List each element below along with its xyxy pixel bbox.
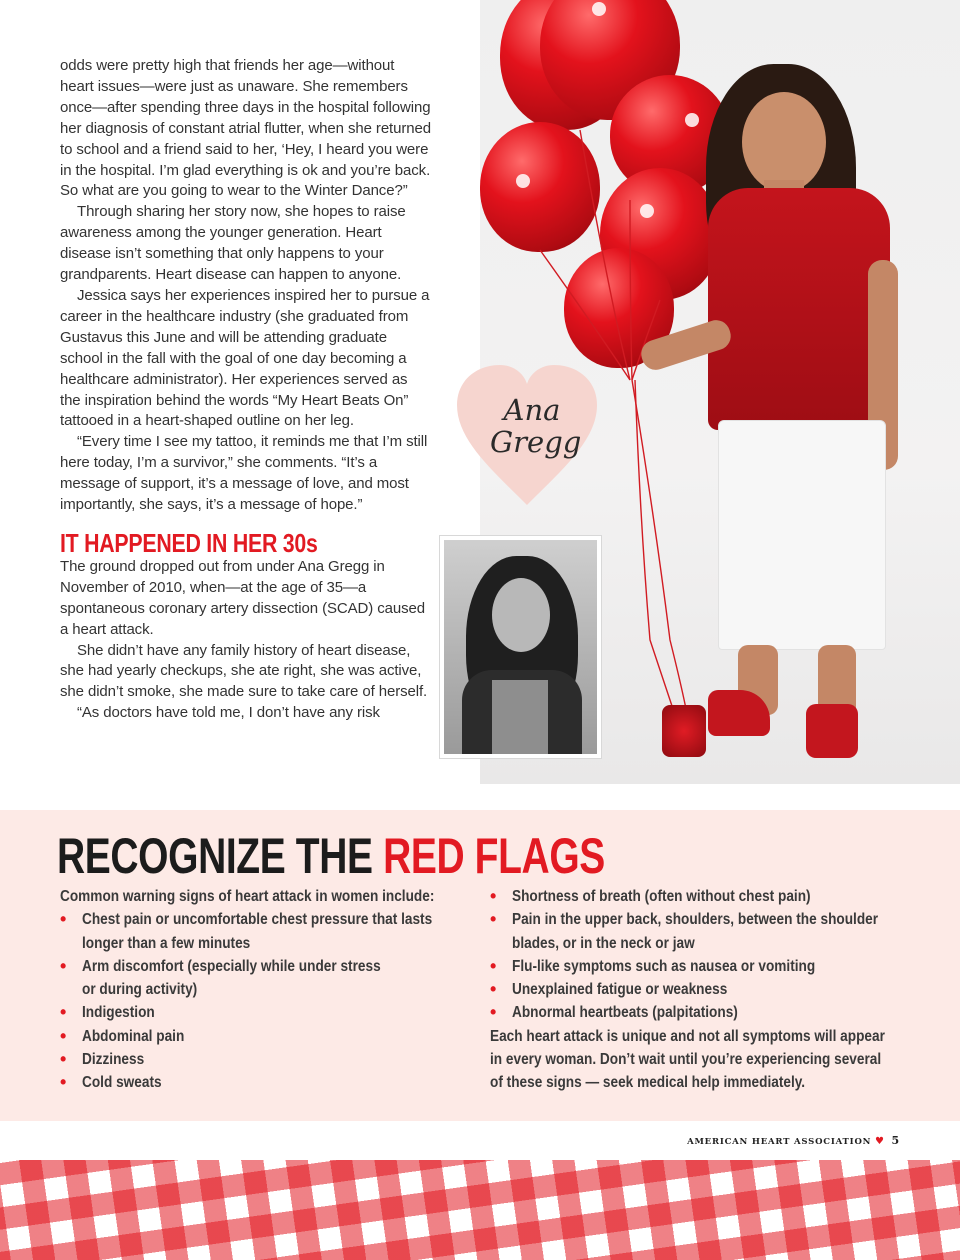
right-shoe bbox=[806, 704, 858, 758]
article-paragraph: “As doctors have told me, I don’t have any risk bbox=[77, 704, 380, 722]
list-item: • Arm discomfort (especially while under stress or during activity) bbox=[60, 955, 460, 1002]
title-black: RECOGNIZE THE bbox=[57, 828, 384, 884]
list-item: • Dizziness bbox=[60, 1048, 460, 1071]
flags-left-column bbox=[60, 885, 460, 1095]
list-item: • Abdominal pain bbox=[60, 1025, 460, 1048]
flags-closing: Each heart attack is unique and not all symptoms will appear in every woman. Don’t wait until you’re experiencing several of these signs — seek medical help immediately. bbox=[490, 1027, 885, 1092]
publisher-name: AMERICAN HEART ASSOCIATION bbox=[687, 1137, 872, 1147]
list-item: • Abnormal heartbeats (palpitations) bbox=[490, 1001, 910, 1024]
article-column bbox=[60, 56, 432, 724]
page-footer bbox=[687, 1134, 900, 1147]
flags-list-right bbox=[490, 885, 910, 1025]
flags-intro: Common warning signs of heart attack in women include: bbox=[60, 888, 435, 905]
portrait-face bbox=[492, 578, 550, 652]
list-item: • Chest pain or uncomfortable chest pressure that lasts longer than a few minutes bbox=[60, 908, 460, 955]
section-heading: IT HAPPENED IN HER 30s bbox=[60, 527, 318, 558]
red-flags-title bbox=[57, 828, 605, 884]
red-blouse bbox=[708, 188, 890, 430]
article-paragraph: She didn’t have any family history of heart disease, she had yearly checkups, she ate right, she was active, she didn’t smoke, she made sure to take care of herself. bbox=[60, 641, 428, 701]
list-item: • Shortness of breath (often without chest pain) bbox=[490, 885, 910, 908]
gingham-border bbox=[0, 1160, 960, 1260]
flags-right-column bbox=[490, 885, 910, 1095]
list-item: • Unexplained fatigue or weakness bbox=[490, 978, 910, 1001]
list-item: • Flu-like symptoms such as nausea or vomiting bbox=[490, 955, 910, 978]
article-paragraph: The ground dropped out from under Ana Gregg in November of 2010, when—at the age of 35—a spontaneous coronary artery dissection (SCAD) caused a heart attack. bbox=[60, 557, 425, 638]
article-paragraph: Through sharing her story now, she hopes to raise awareness among the younger generation. Heart disease isn’t something that only happens to your grandparents. Heart disease can happen to anyone. bbox=[60, 203, 406, 284]
portrait-shirt bbox=[492, 680, 548, 754]
heart-icon: ♥ bbox=[875, 1136, 885, 1147]
flags-list-left bbox=[60, 908, 460, 1094]
article-paragraph: Jessica says her experiences inspired her to pursue a career in the healthcare industry (she graduated from Gustavus this June and will be attending graduate school in the fall with the goal of one day becoming a healthcare administrator). Her experiences served as the inspiration behind the words “My Heart Beats On” tattooed in a heart-shaped outline on her leg. bbox=[60, 286, 430, 430]
article-paragraph: odds were pretty high that friends her age—without heart issues—were just as unaware. She remembers once—after spending three days in the hospital following her diagnosis of constant atrial flutter, when she returned to school and a friend said to her, ‘Hey, I heard you were in the hospital. I’m glad everything is ok and you’re back. So what are you going to wear to the Winter Dance?” bbox=[60, 57, 431, 200]
name-tag: Ana Gregg bbox=[490, 393, 582, 459]
balloon-weight bbox=[662, 705, 706, 757]
page-number: 5 bbox=[891, 1134, 900, 1147]
portrait-image bbox=[444, 540, 597, 754]
white-pants bbox=[718, 420, 886, 650]
title-red: RED FLAGS bbox=[383, 828, 605, 884]
face bbox=[742, 92, 826, 192]
list-item: • Pain in the upper back, shoulders, between the shoulder blades, or in the neck or jaw bbox=[490, 908, 910, 955]
article-paragraph: “Every time I see my tattoo, it reminds me that I’m still here today, I’m a survivor,” she comments. “It’s a message of support, it’s a message of love, and most importantly, she says, it’s a message of hope.” bbox=[60, 433, 428, 514]
list-item: • Cold sweats bbox=[60, 1071, 460, 1094]
gingham-pattern bbox=[0, 1160, 960, 1260]
portrait-photo bbox=[439, 535, 602, 759]
list-item: • Indigestion bbox=[60, 1001, 460, 1024]
